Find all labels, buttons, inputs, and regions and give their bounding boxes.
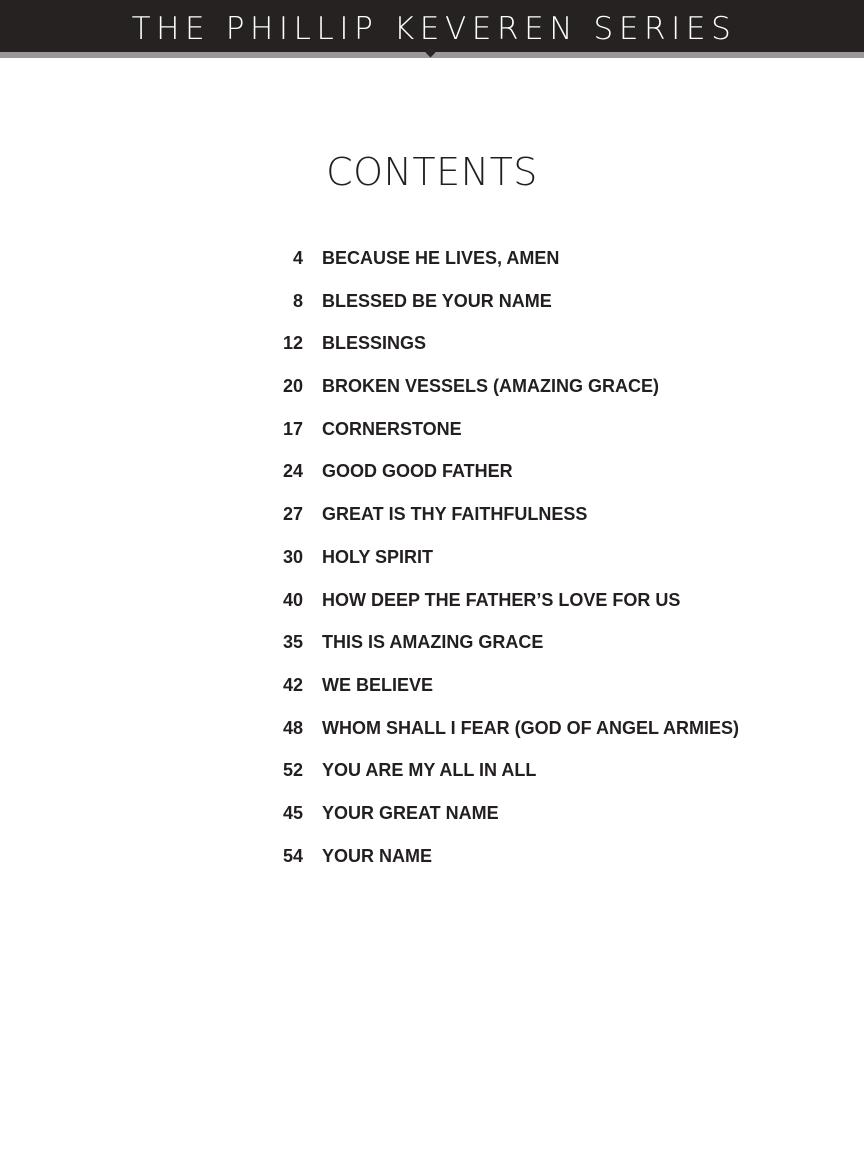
toc-song-title: CORNERSTONE bbox=[322, 418, 462, 439]
toc-entry[interactable] bbox=[0, 840, 864, 883]
toc-entry[interactable] bbox=[0, 285, 864, 328]
toc-entry[interactable] bbox=[0, 370, 864, 413]
toc-entry[interactable] bbox=[0, 242, 864, 285]
toc-page-number: 20 bbox=[282, 376, 303, 397]
toc-entry[interactable] bbox=[0, 413, 864, 456]
toc-song-title: HOW DEEP THE FATHER’S LOVE FOR US bbox=[322, 589, 681, 610]
toc-song-title: BROKEN VESSELS (AMAZING GRACE) bbox=[322, 376, 660, 397]
toc-page-number: 48 bbox=[282, 717, 303, 738]
toc-page-number: 12 bbox=[282, 333, 303, 354]
toc-song-title: BLESSINGS bbox=[322, 333, 427, 354]
toc-entry[interactable] bbox=[0, 455, 864, 498]
toc-song-title: GOOD GOOD FATHER bbox=[322, 461, 513, 482]
toc-song-title: WHOM SHALL I FEAR (GOD OF ANGEL ARMIES) bbox=[322, 717, 739, 738]
toc-page-number: 27 bbox=[282, 504, 303, 525]
toc-page-number: 17 bbox=[282, 418, 303, 439]
toc-song-title: WE BELIEVE bbox=[322, 674, 434, 695]
series-title: THE PHILLIP KEVEREN SERIES bbox=[131, 11, 737, 47]
table-of-contents bbox=[0, 242, 864, 882]
toc-song-title: GREAT IS THY FAITHFULNESS bbox=[322, 504, 588, 525]
toc-page-number: 30 bbox=[282, 546, 303, 567]
toc-song-title: HOLY SPIRIT bbox=[322, 546, 434, 567]
toc-song-title: THIS IS AMAZING GRACE bbox=[322, 632, 544, 653]
toc-entry[interactable] bbox=[0, 797, 864, 840]
toc-entry[interactable] bbox=[0, 498, 864, 541]
toc-entry[interactable] bbox=[0, 669, 864, 712]
toc-entry[interactable] bbox=[0, 541, 864, 584]
toc-song-title: YOUR NAME bbox=[322, 845, 433, 866]
toc-entry[interactable] bbox=[0, 712, 864, 755]
toc-page-number: 4 bbox=[292, 248, 303, 268]
contents-heading: CONTENTS bbox=[326, 150, 538, 194]
toc-page-number: 40 bbox=[282, 589, 303, 610]
toc-page-number: 24 bbox=[282, 461, 303, 482]
toc-page-number: 35 bbox=[282, 632, 303, 653]
toc-song-title: BLESSED BE YOUR NAME bbox=[322, 290, 552, 311]
toc-page-number: 42 bbox=[282, 674, 303, 695]
toc-song-title: YOUR GREAT NAME bbox=[322, 802, 499, 823]
toc-page-number: 52 bbox=[282, 760, 303, 781]
toc-entry[interactable] bbox=[0, 584, 864, 627]
toc-page-number: 8 bbox=[292, 290, 303, 311]
toc-song-title: BECAUSE HE LIVES, AMEN bbox=[322, 248, 560, 268]
toc-entry[interactable] bbox=[0, 327, 864, 370]
toc-song-title: YOU ARE MY ALL IN ALL bbox=[322, 760, 537, 781]
toc-page-number: 45 bbox=[282, 802, 303, 823]
toc-entry[interactable] bbox=[0, 754, 864, 797]
toc-entry[interactable] bbox=[0, 626, 864, 669]
toc-page-number: 54 bbox=[282, 845, 303, 866]
